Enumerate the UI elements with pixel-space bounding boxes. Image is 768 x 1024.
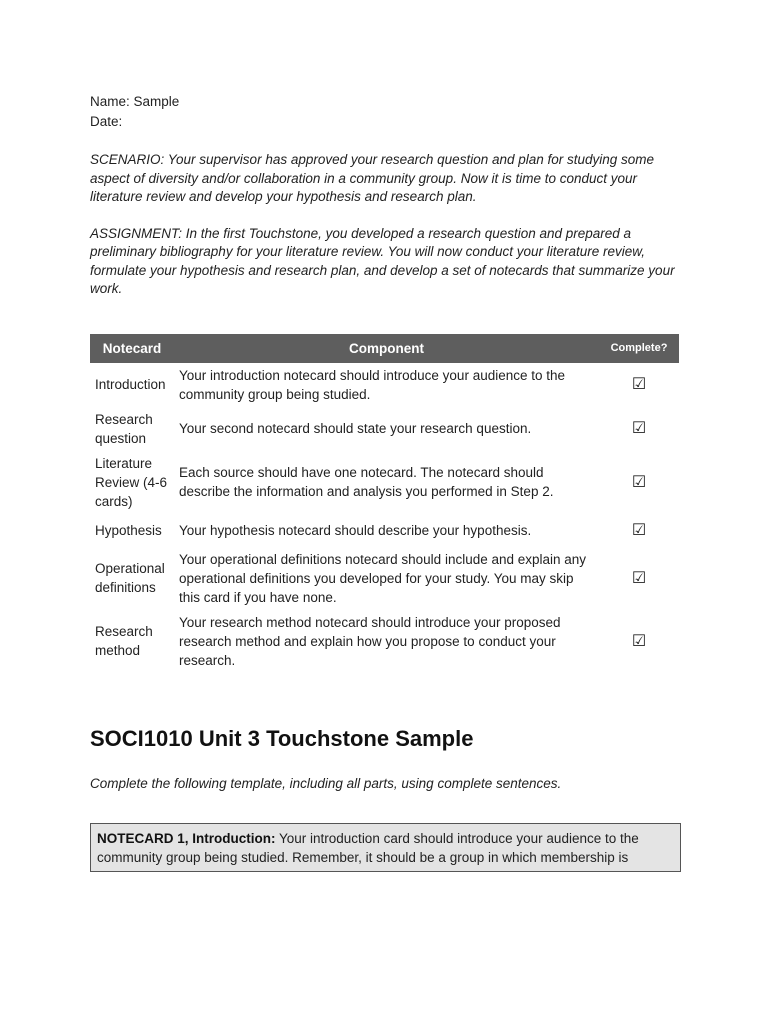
table-row [90,610,679,673]
table-row [90,514,679,547]
notecard-cell: Research question [95,411,153,446]
checkbox-checked-icon[interactable]: ☑ [631,569,647,587]
component-cell: Each source should have one notecard. The notecard should describe the information and analysis you performed in Step 2. [179,465,554,499]
date-line: Date: [90,114,123,129]
component-cell: Your hypothesis notecard should describe your hypothesis. [179,522,532,538]
table-row [90,451,679,514]
notecard-cell: Literature Review (4-6 cards) [95,455,168,509]
document-title: SOCI1010 Unit 3 Touchstone Sample [90,725,474,751]
header-component: Component [174,334,599,363]
notecard-cell: Hypothesis [95,522,162,538]
scenario-paragraph: SCENARIO: Your supervisor has approved your research question and plan for studying some aspect of diversity and/or collaboration in a community group. Now it is time to conduct your literature review and develop your hypothesis and research plan. [90,152,655,204]
notecard-1-text: Your introduction card should introduce your audience to the community group being studied. Remember, it should be a group in which membership is [97,830,639,865]
table-row [90,547,679,610]
table-row [90,363,679,407]
table-row [90,407,679,451]
header-complete: Complete? [599,334,679,363]
notecard-1-label: NOTECARD 1, Introduction: [97,830,276,846]
instruction-text: Complete the following template, including all parts, using complete sentences. [90,775,562,791]
component-cell: Your research method notecard should introduce your proposed research method and explain how you propose to conduct your research. [179,614,561,668]
assignment-paragraph: ASSIGNMENT: In the first Touchstone, you developed a research question and prepared a preliminary bibliography for your literature review. You will now conduct your literature review, formulate your hypothesis and research plan, and develop a set of notecards that summarize your work. [90,225,675,296]
checkbox-checked-icon[interactable]: ☑ [631,420,647,437]
component-cell: Your introduction notecard should introduce your audience to the community group being studied. [179,367,566,402]
header-notecard: Notecard [90,334,174,363]
notecard-cell: Introduction [95,377,166,392]
name-line: Name: Sample [90,94,180,109]
notecard-cell: Operational definitions [95,561,165,595]
checkbox-checked-icon[interactable]: ☑ [631,376,647,393]
notecard-checklist-table [90,334,679,673]
component-cell: Your second notecard should state your research question. [179,421,532,436]
table-header-row [90,334,679,363]
notecard-cell: Research method [95,624,153,658]
component-cell: Your operational definitions notecard should include and explain any operational definitions you developed for your study. You may skip this card if you have none. [179,551,587,605]
checkbox-checked-icon[interactable]: ☑ [631,473,647,491]
document-page [90,92,680,872]
checkbox-checked-icon[interactable]: ☑ [631,521,647,539]
checkbox-checked-icon[interactable]: ☑ [631,632,647,650]
notecard-1-box[interactable] [90,823,681,872]
